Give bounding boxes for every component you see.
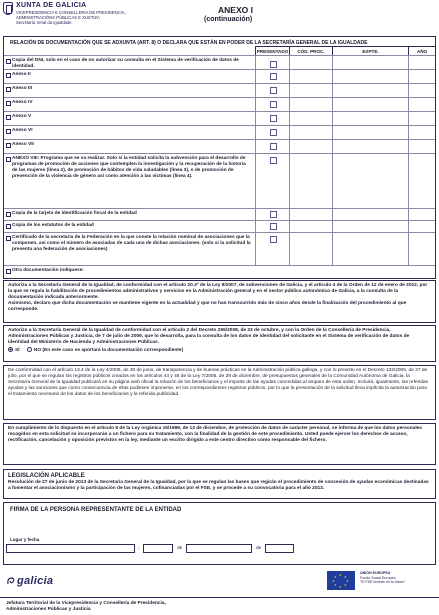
xunta-crest-icon (3, 2, 13, 15)
date-separator: , (138, 546, 140, 551)
document-row (4, 220, 435, 232)
column-cod-proc: CÓD. PROC. (289, 46, 332, 55)
document-row (4, 208, 435, 220)
authorization-section (3, 280, 436, 323)
document-row (4, 232, 435, 265)
presentado-checkbox[interactable] (270, 87, 277, 94)
column-expte: EXPTE. (332, 46, 408, 55)
row-checkbox[interactable] (6, 157, 11, 162)
row-checkbox[interactable] (6, 212, 11, 217)
document-label: Anexo VI (12, 128, 33, 133)
place-date-label: Lugar y fecha (10, 537, 40, 542)
document-row (4, 111, 435, 125)
eu-slogan: "El FSE invierte en tu futuro" (360, 580, 406, 585)
consent-yes-label: SÍ (15, 348, 20, 354)
eu-flag-icon: ★ ★ ★ ★ ★ ★ ★ ★ (327, 571, 355, 590)
column-divider (255, 55, 256, 265)
transparency-section (3, 365, 436, 420)
document-row (4, 55, 435, 69)
identity-consultation-text: Autorizo a la Secretaría General de la Igualdad de conformidad con el artículo 2 del Decreto 255/2008, de 23 de octubre, y con la Orden de la Consellería de Presidencia, Administraciones Públicas y Justicia, de 7 de julio de 2009, que lo desarrolla, para la consulta de los datos de identidad del solicitante en el Sistema de verificación de datos de identidad del Ministerio de Hacienda y Administraciones Públicas. (8, 328, 410, 346)
presentado-checkbox[interactable] (270, 143, 277, 150)
row-checkbox[interactable] (6, 73, 11, 78)
document-label: Copia del DNI, solo en el caso de no autorizar su consulta en el Sistema de verificación de datos de identidad. (12, 58, 239, 69)
row-checkbox[interactable] (6, 224, 11, 229)
row-checkbox[interactable] (6, 87, 11, 92)
date-separator: de (256, 546, 262, 551)
xunta-logo-text: XUNTA DE GALICIA (16, 2, 87, 9)
presentado-checkbox[interactable] (270, 73, 277, 80)
presentado-checkbox[interactable] (270, 129, 277, 136)
day-input[interactable] (143, 544, 173, 553)
presentado-checkbox[interactable] (270, 236, 277, 243)
other-documentation-label: Otra documentación indíquese: (12, 268, 84, 273)
column-presentado: PRESENTADO (255, 46, 289, 55)
presentado-checkbox[interactable] (270, 211, 277, 218)
presentado-checkbox[interactable] (270, 223, 277, 230)
month-input[interactable] (186, 544, 252, 553)
row-checkbox[interactable] (6, 269, 11, 274)
signature-title: FIRMA DE LA PERSONA REPRESENTANTE DE LA ENTIDAD (10, 507, 182, 513)
document-row (4, 69, 435, 83)
document-label: Anexo II (12, 72, 31, 77)
other-documentation-row (4, 265, 435, 279)
document-label: Copia de la tarjeta de identificación fiscal de la entidad (12, 211, 137, 216)
presentado-checkbox[interactable] (270, 157, 277, 164)
annex-title: ANEXO I (218, 5, 253, 15)
presentado-checkbox[interactable] (270, 115, 277, 122)
documentation-title: RELACIÓN DE DOCUMENTACIÓN QUE SE ADXUNTA (ART. 8) O DECLARA QUE ESTÁN EN PODER DE LA SECRETARÍA GENERAL DE LA IGUALDADE (10, 40, 368, 46)
authorization-text: Autoriza a la Secretaría General de la Igualdad, de conformidad con el artículo 20.3º de la Ley 9/2007, de subvenciones de Galicia, y el artículo 4 de la Orden de 12 de enero de 2012, por la que se regula la habilitación de procedimientos administrativos y servicios en la Administración general y en el sector público autonómico de Galicia, a la consulta de la documentación indicada anteriormente. (8, 283, 428, 301)
row-checkbox[interactable] (6, 101, 11, 106)
legislation-text: Resolución de 27 de junio de 2013 de la Secretaría General de la Igualdad, por la que se regulan las bases que regirán el procedimiento de concesión de ayudas económicas destinadas a fomentar el asociacionismo y la participación de las mujeres, cofinanciadas por el FSE, y se procede a su convocatoria para el año 2013. (8, 480, 429, 492)
data-protection-text: En cumplimiento de lo dispuesto en el artículo 5 de la Ley orgánica 15/1999, de 13 de diciembre, de protección de datos de carácter personal, se informa de que los datos personales recogidos en esta solicitud se incorporarán a un fichero para su tratamiento, con la finalidad de la gestión de este procedimiento. Usted puede ejercer los derechos de acceso, rectificación, cancelación y oposición previstos en la ley, mediante un escrito dirigido a este centro directivo como responsable del fichero. (8, 426, 422, 444)
footer-divider (0, 597, 439, 598)
consent-yes-radio[interactable] (8, 347, 13, 352)
presentado-checkbox[interactable] (270, 61, 277, 68)
transparency-text: De conformidad con el artículo 13.4 de la Ley 4/2006, de 30 de junio, de transparencia y de buenas prácticas en la Administración pública gallega, y con lo previsto en el Decreto 132/2006, de 27 de julio, por el que se regulan los registros públicos creados en los artículos 44 y 45 de la Ley 7/2005, de 29 de diciembre, de presupuestos generales de la Comunidad Autónoma de Galicia, la Secretaría General de la Igualdad publicará en su página web oficial la relación de los beneficiarios y el importe de las ayudas concedidas al amparo de esta orden. Incluirá, igualmente, las referidas ayudas y las sanciones que como consecuencia de ellas pudiesen imponerse, en los correspondientes registros públicos, por lo que la presentación de la solicitud lleva implícita la autorización para el tratamiento necesario de los datos de los beneficiarios y la referida publicidad. (8, 368, 428, 398)
footer-line: Jefatura Territorial de la Vicepresidencia y Consellería de Presidencia, (6, 601, 166, 606)
date-separator: de (177, 546, 183, 551)
eu-funding-text (360, 571, 406, 585)
documentation-table (3, 36, 436, 279)
document-label: Anexo IV (12, 100, 33, 105)
row-checkbox[interactable] (6, 143, 11, 148)
document-row (4, 97, 435, 111)
document-label: Anexo VII (12, 142, 34, 147)
presentado-checkbox[interactable] (270, 101, 277, 108)
page-header (3, 2, 436, 28)
consent-options (8, 347, 431, 354)
footer-line: Administraciones Públicas y Justicia (6, 606, 91, 612)
document-label: Copia de los estatutos de la entidad (12, 223, 94, 228)
consent-no-label: NO (En este caso se aportará la documentación correspondiente) (33, 348, 184, 354)
galicia-logo: galicia (17, 575, 54, 587)
annex-subtitle: (continuación) (204, 16, 253, 23)
galicia-swirl-icon (6, 576, 16, 586)
legislation-section (3, 469, 436, 499)
column-divider (332, 55, 333, 265)
legislation-title: LEGISLACIÓN APLICABLE (8, 473, 85, 479)
document-label: Anexo III (12, 86, 32, 91)
row-checkbox[interactable] (6, 59, 11, 64)
row-checkbox[interactable] (6, 236, 11, 241)
document-label: Anexo V (12, 114, 32, 119)
row-checkbox[interactable] (6, 115, 11, 120)
document-row (4, 139, 435, 153)
column-ano: AÑO (408, 46, 435, 55)
document-label: ANEXO VIII: Programa que se va realizar. Solo si la entidad solicita la subvención para el desarrollo de programas de promoción de acciones que contemplen la investigación y la recuperación de la historia de las mujeres (línea 2), de promoción de hábitos de vida saludables (línea 3), o de promoción de prevención de la violencia de género así como atención a las víctimas (línea 4). (12, 156, 246, 179)
authorization-declaration: Asimismo, declaro que dicha documentación se mantiene vigente en la actualidad y que no han transcurrido más de cinco años desde la finalización del procedimiento al que corresponde. (8, 301, 407, 313)
document-row (4, 125, 435, 139)
consent-no-radio[interactable] (27, 347, 32, 352)
eu-name: UNIÓN EUROPEA (360, 571, 391, 575)
department-line: Secretaría Xeral da Igualdade (16, 20, 72, 25)
identity-consultation-section (3, 325, 436, 362)
document-row (4, 83, 435, 97)
document-label: Certificado de la secretaria de la Federación en la que conste la relación nominal de asociaciones que la componen, así como el número de asociadas de cada una de dichas asociaciones. (solo si la solicitud la presenta una federación de asociaciones) (12, 235, 251, 252)
department-line: VICEPRESIDENCIA E CONSELLERÍA DE PRESIDENCIA, (16, 10, 126, 15)
page-footer (6, 601, 166, 612)
column-divider (289, 55, 290, 265)
eu-fund-name: Fondo Social Europeo (360, 575, 396, 580)
department-line: ADMINISTRACIÓNS PÚBLICAS E XUSTIZA (16, 15, 100, 20)
data-protection-section (3, 423, 436, 465)
document-row (4, 153, 435, 208)
year-input[interactable] (265, 544, 294, 553)
signature-section (3, 502, 436, 565)
row-checkbox[interactable] (6, 129, 11, 134)
place-input[interactable] (6, 544, 135, 553)
column-divider (408, 55, 409, 265)
